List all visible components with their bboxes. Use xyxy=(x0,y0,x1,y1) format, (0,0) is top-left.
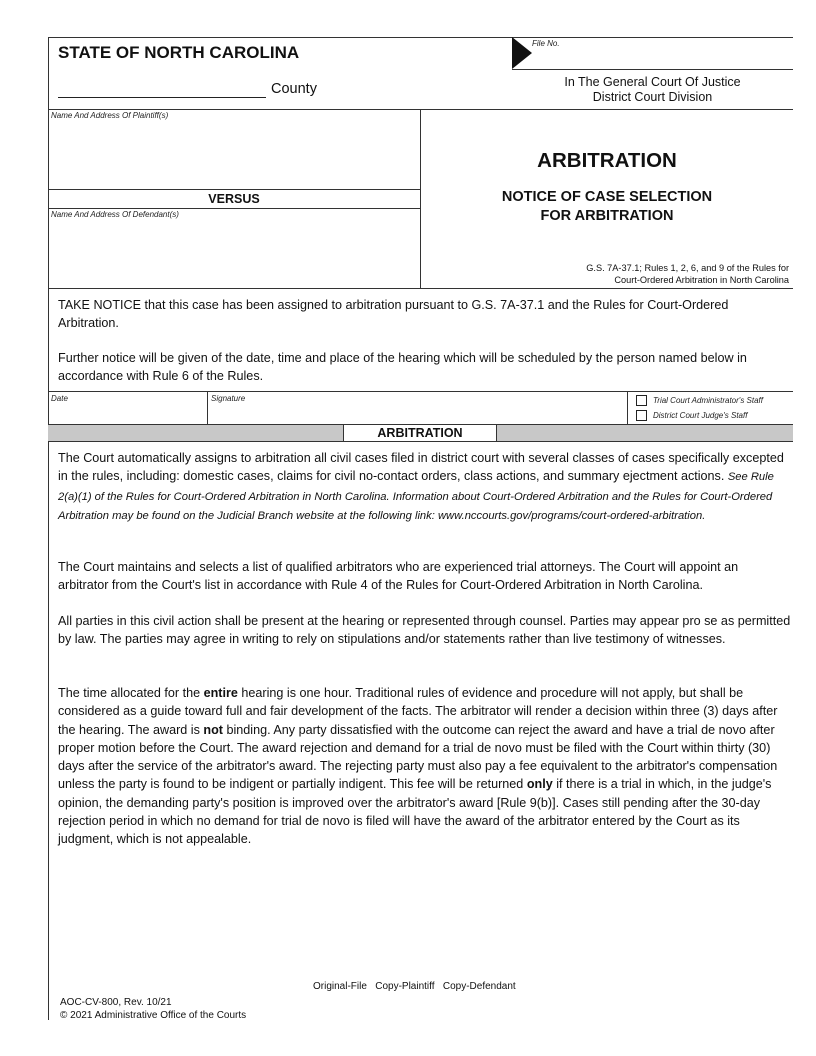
body-paragraph-1 xyxy=(58,449,792,525)
plaintiff-label: Name And Address Of Plaintiff(s) xyxy=(51,111,169,120)
frame-left-line xyxy=(48,37,49,1020)
versus-top-line xyxy=(48,189,420,190)
date-label: Date xyxy=(51,394,68,403)
file-no-label: File No. xyxy=(532,39,560,48)
defendant-label: Name And Address Of Defendant(s) xyxy=(51,210,179,219)
trial-court-admin-label: Trial Court Administrator's Staff xyxy=(653,396,763,405)
statute-line-2: Court-Ordered Arbitration in North Carolina xyxy=(614,275,789,285)
copyright: © 2021 Administrative Office of the Courts xyxy=(60,1010,247,1021)
date-field[interactable] xyxy=(50,404,205,424)
body-paragraph-3: All parties in this civil action shall be present at the hearing or represented through counsel. Parties may appear pro se as permitted by law. The parties may agree in writing to rely on stipulations and/or statements rather than live testimony of witnesses. xyxy=(58,614,791,647)
body-paragraph-4-part-c: hearing is one hour. Traditional rules of evidence and procedure will not apply, but shall be considered as a guide toward full and fair development of the facts. The arbitrator will render a decision within three (3) days after the hearing. The award is xyxy=(58,686,778,737)
form-title: ARBITRATION xyxy=(537,149,677,172)
plaintiff-field[interactable] xyxy=(50,122,418,187)
versus-bottom-line xyxy=(48,208,420,209)
body-paragraph-1-text: The Court automatically assigns to arbitration all civil cases filed in district court with several classes of cases specifically excepted in the rules, including: domestic cases, claims for civil no-contact orders, class actions, and summary ejectment actions. xyxy=(58,451,784,484)
body-paragraph-4-part-e: binding. Any party dissatisfied with the outcome can reject the award and have a trial de novo after proper motion before the Court. The award rejection and demand for a trial de novo must be filed with the Court within thirty (30) days after the service of the arbitrator's award. The rejecting party must also pay a fee equivalent to the arbitrator's compensation unless the party is found to be indigent or partially indigent. This fee will be returned xyxy=(58,722,778,792)
distribution-line: Original-File Copy-Plaintiff Copy-Defendant xyxy=(313,981,516,992)
statute-line-1: G.S. 7A-37.1; Rules 1, 2, 6, and 9 of the Rules for xyxy=(586,263,789,273)
form-subtitle-line-1: NOTICE OF CASE SELECTION xyxy=(501,189,713,205)
frame-top-line xyxy=(48,37,793,38)
body-paragraph-2: The Court maintains and selects a list of qualified arbitrators who are experienced trial attorneys. The Court will appoint an arbitrator from the Court's list in accordance with Rule 4 of the Rules for Court-Ordered Arbitration in North Carolina. xyxy=(58,560,739,593)
defendant-field[interactable] xyxy=(50,221,418,286)
district-judge-staff-label: District Court Judge's Staff xyxy=(653,411,748,420)
body-paragraph-4-part-g: if there is a trial in which, in the judge's opinion, the demanding party's position is improved over the arbitrator's award [Rule 9(b)]. Cases still pending after the 30-day rejection period in which no demand for trial de novo is filed will have the award of the arbitrator entered by the Court as its judgment, which is not appealable. xyxy=(58,777,772,847)
section-header-label: ARBITRATION xyxy=(343,424,497,442)
file-no-arrow-icon xyxy=(512,37,532,69)
body-paragraph-4-emphasis-not: not xyxy=(203,722,223,737)
signature-top-line xyxy=(48,391,793,392)
notice-paragraph-1: TAKE NOTICE that this case has been assigned to arbitration pursuant to G.S. 7A-37.1 and the Rules for Court-Ordered Arbitration. xyxy=(58,298,729,331)
court-line-1: In The General Court Of Justice xyxy=(564,75,741,89)
body-paragraph-4-emphasis-only: only xyxy=(526,777,553,792)
body-paragraph-1-reference: See Rule 2(a)(1) of the Rules for Court-Ordered Arbitration in North Carolina. Information about Court-Ordered Arbitration and the Rules for Court-Ordered Arbitration may be found on the Judicial Branch website at the following link: www.nccourts.gov/programs/court-ordered-arbitration. xyxy=(58,471,774,522)
county-label: County xyxy=(271,81,317,97)
parties-bottom-line xyxy=(48,288,793,289)
signature-divider-1 xyxy=(207,391,208,425)
form-number: AOC-CV-800, Rev. 10/21 xyxy=(60,997,172,1008)
signature-divider-2 xyxy=(627,391,628,425)
notice-paragraph-2: Further notice will be given of the date, time and place of the hearing which will be scheduled by the person named below in accordance with Rule 6 of the Rules. xyxy=(58,351,747,384)
district-judge-staff-checkbox[interactable] xyxy=(636,410,647,421)
body-paragraph-4-part-a: The time allocated for the xyxy=(58,686,201,700)
signature-label: Signature xyxy=(211,394,246,403)
signature-field[interactable] xyxy=(209,404,625,424)
county-blank-line[interactable] xyxy=(58,97,266,98)
body-paragraph-4-emphasis-entire: entire xyxy=(203,686,238,700)
header-divider-right xyxy=(512,69,793,70)
state-title: STATE OF NORTH CAROLINA xyxy=(58,43,300,62)
body-paragraph-4 xyxy=(58,684,792,849)
form-subtitle-line-2: FOR ARBITRATION xyxy=(540,208,674,224)
trial-court-admin-checkbox[interactable] xyxy=(636,395,647,406)
court-line-2: District Court Division xyxy=(592,90,713,104)
versus-label: VERSUS xyxy=(208,192,260,206)
